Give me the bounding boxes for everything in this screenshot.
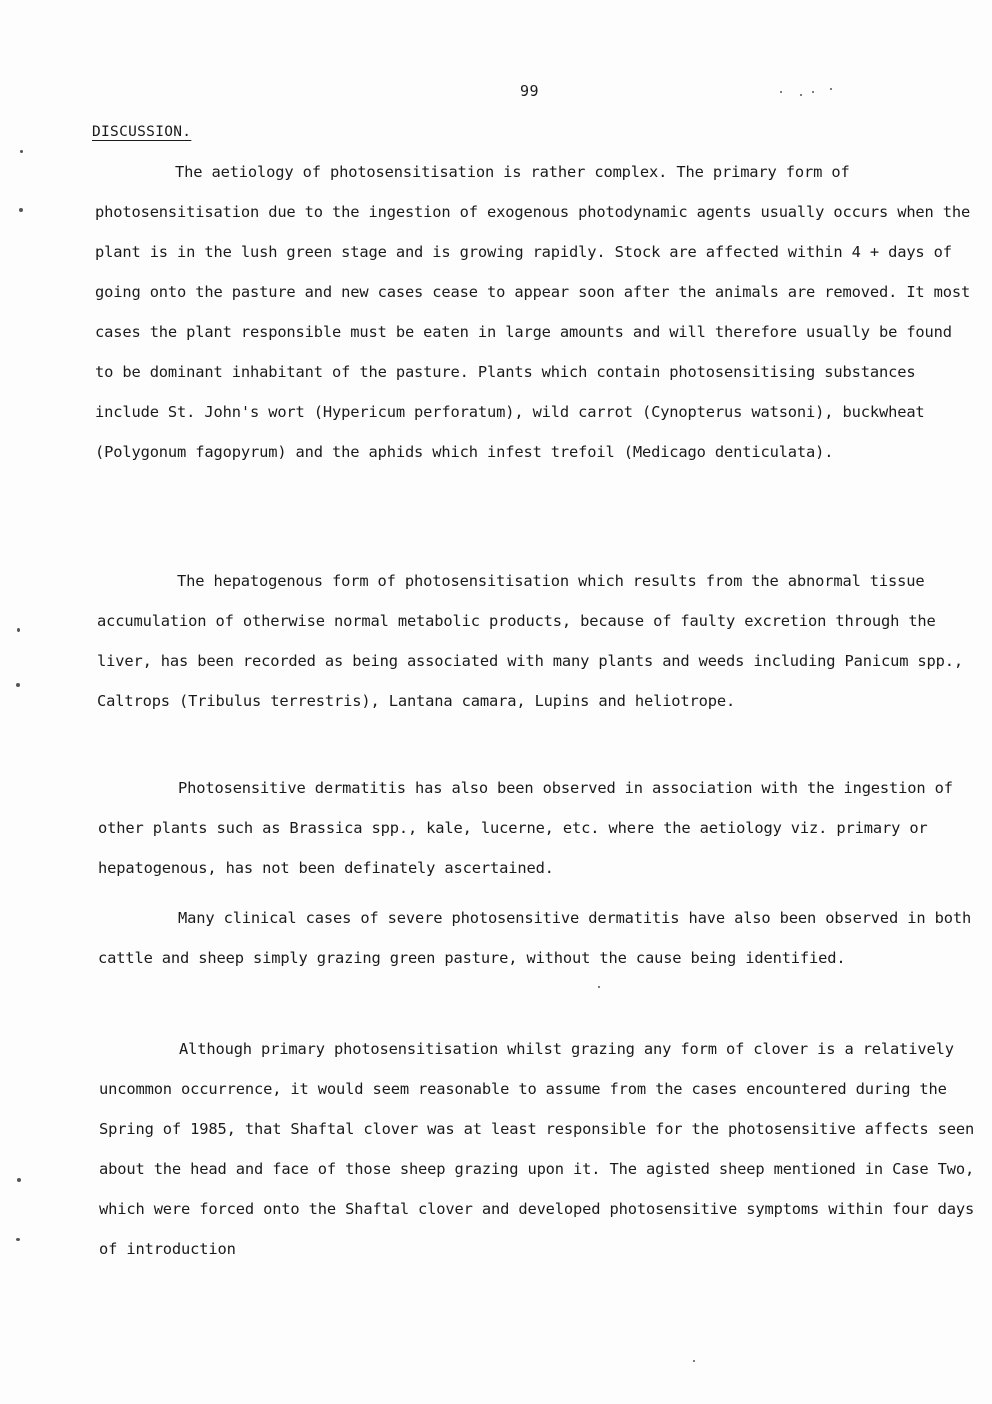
scan-speck [16, 1238, 20, 1241]
scan-speck [780, 91, 782, 93]
paragraph-2: The hepatogenous form of photosensitisation which results from the abnormal tissue accumulation of otherwise normal metabolic products, because of faulty excretion through the liver, has been recorded as being associated with many plants and weeds including Panicum spp., Caltrops (Tribulus terrestris), Lantana camara, Lupins and heliotrope. [97, 572, 964, 710]
paragraph-1: The aetiology of photosensitisation is rather complex. The primary form of photosensitisation due to the ingestion of exogenous photodynamic agents usually occurs when the plant is in the lush green stage and is growing rapidly. Stock are affected within 4 + days of going onto the pasture and new cases cease to appear soon after the animals are removed. It most cases the plant responsible must be eaten in large amounts and will therefore usually be found to be dominant inhabitant of the pasture. Plants which contain photosensitising substances include St. John's wort (Hypericum perforatum), wild carrot (Cynopterus watsoni), buckwheat (Polygonum fagopyrum) and the aphids which infest trefoil (Medicago denticulata). [95, 163, 971, 461]
scan-speck [17, 1178, 21, 1182]
scan-speck [800, 94, 802, 96]
scan-speck [693, 1360, 695, 1362]
paragraph-3: Photosensitive dermatitis has also been observed in association with the ingestion of other plants such as Brassica spp., kale, lucerne, etc. where the aetiology viz. primary or hepatogenous, has not been definately ascertained. [98, 779, 953, 877]
paragraph-5: Although primary photosensitisation whilst grazing any form of clover is a relatively uncommon occurrence, it would seem reasonable to assume from the cases encountered during the Spring of 1985, that Shaftal clover was at least responsible for the photosensitive affects seen about the head and face of those sheep grazing upon it. The agisted sheep mentioned in Case Two, which were forced onto the Shaftal clover and developed photosensitive symptoms within four days of introduction [99, 1040, 975, 1258]
scan-speck [17, 628, 20, 632]
paragraph-4: Many clinical cases of severe photosensitive dermatitis have also been observed in both cattle and sheep simply grazing green pasture, without the cause being identified. [98, 909, 972, 967]
scan-speck [812, 91, 814, 93]
scan-speck [830, 88, 832, 90]
section-heading: DISCUSSION. [92, 124, 192, 140]
scan-speck [598, 986, 600, 988]
scan-speck [20, 150, 23, 153]
scan-speck [19, 208, 23, 212]
page-number: 99 [520, 82, 540, 100]
scan-speck [16, 683, 20, 687]
